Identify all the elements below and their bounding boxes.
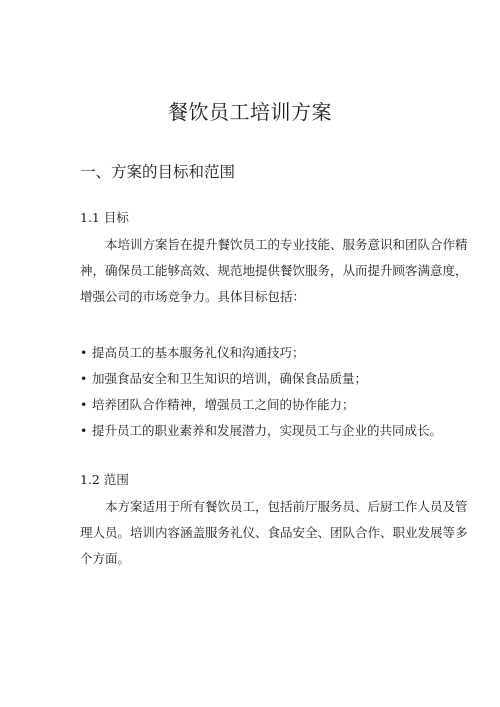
document-title: 餐饮员工培训方案	[168, 100, 332, 124]
list-item	[80, 418, 442, 444]
list-item-text: 加强食品安全和卫生知识的培训，确保食品质量；	[92, 371, 368, 386]
bullet-icon: •	[80, 345, 88, 360]
goal-paragraph	[80, 232, 468, 310]
scope-heading: 1.2 范围	[80, 472, 129, 487]
list-item	[80, 392, 442, 418]
list-item	[80, 366, 442, 392]
paragraph-line: 本方案适用于所有餐饮员工，包括前厅服务员、后厨工作人员及管	[80, 499, 468, 514]
section-heading: 一、方案的目标和范围	[80, 163, 236, 181]
list-item-text: 提高员工的基本服务礼仪和沟通技巧；	[92, 345, 305, 360]
paragraph-line: 增强公司的市场竞争力。具体目标包括：	[80, 289, 306, 304]
goal-bullet-list	[80, 340, 442, 444]
bullet-icon: •	[80, 423, 88, 438]
paragraph-line: 本培训方案旨在提升餐饮员工的专业技能、服务意识和团队合作精	[80, 237, 468, 252]
paragraph-line: 神，确保员工能够高效、规范地提供餐饮服务，从而提升顾客满意度，	[80, 263, 468, 278]
paragraph-line: 个方面。	[80, 551, 131, 566]
goal-heading: 1.1 目标	[80, 210, 129, 225]
paragraph-line: 理人员。培训内容涵盖服务礼仪、食品安全、团队合作、职业发展等多	[80, 525, 468, 540]
bullet-icon: •	[80, 397, 88, 412]
list-item-text: 培养团队合作精神，增强员工之间的协作能力；	[92, 397, 355, 412]
bullet-icon: •	[80, 371, 88, 386]
scope-paragraph	[80, 494, 468, 572]
list-item	[80, 340, 442, 366]
list-item-text: 提升员工的职业素养和发展潜力，实现员工与企业的共同成长。	[92, 423, 443, 438]
